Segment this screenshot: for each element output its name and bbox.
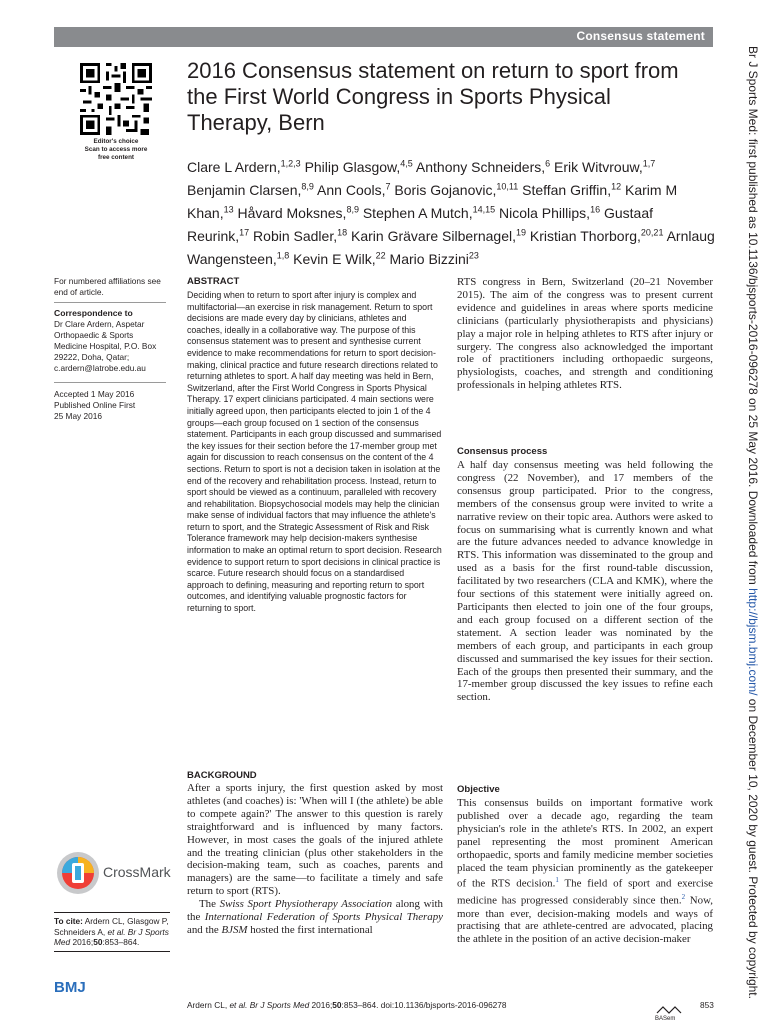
author-name-text: Clare L Ardern, [187, 158, 281, 175]
author-name [253, 228, 347, 244]
author-name-text: Karim M Khan, [187, 181, 678, 221]
affiliation-number: 19 [516, 227, 527, 238]
text-run: et al. Br J Sports Med [54, 926, 169, 947]
text-run: and the [187, 923, 222, 936]
text-run: The field of sport and exercise medicine has progressed considerably since then. [457, 878, 713, 907]
abstract-text: Deciding when to return to sport after injury is complex and multifactorial—an exercise in risk management. Return to sport decisions are made every day by clinicians, athletes and coaches, ideally in a collaborative way. The purpose of this consensus statement was to present and synthesise current evidence to make recommendations for return to sport decision-making, clinical practice and future research directions related to returning athletes to sport. A half day meeting was held in Bern, Switzerland, after the First World Congress in Sports Physical Therapy. 17 expert clinicians participated. 4 main sections were initially agreed upon, then participants elected to join 1 of the 4 groups—each group focused on 1 section of the consensus statement. Participants in each group discussed and summarised the key issues for their section before the 17-member group met again for discussion to reach consensus on the content of the 4 sections. Return to sport is not a decision taken in isolation at the end of the recovery and rehabilitation process. Instead, return to sport should be viewed as a continuum, paralleled with recovery and rehabilitation. Biopsychosocial models may help the clinician make sense of individual factors that may influence the athlete's return to sport, and the Strategic Assessment of Risk and Risk Tolerance framework may help decision-makers synthesise information to make an optimal return to sport decision. Research evidence to support return to sport decisions in clinical practice is scarce. Future research should focus on a standardised approach to defining, measuring and reporting return to sport outcomes, and identifying valuable prognostic factors for returning to sport. [187, 290, 442, 614]
affiliation-number: 22 [375, 250, 386, 261]
side-text-prefix: Br J Sports Med: first published as 10.1136/bjsports-2016-096278 on 25 May 2016. Downloaded from [746, 46, 760, 589]
text-run: Ardern CL, [187, 1000, 230, 1010]
background-paragraph-1: After a sports injury, the first question asked by most athletes (and coaches) is: 'When will I (the athlete) be able to compete again?' The answer to this question is rarely straightforward and is influenced by many factors. However, in most cases the goals of the injured athlete and the treating clinician (plus other stakeholders in the decision-making team, such as coaches, parents and managers) are the same—to facilitate a timely and safe return to sport (RTS). [187, 782, 443, 898]
consensus-process-text: A half day consensus meeting was held following the congress (22 November), and 17 members of the consensus group participated. Prior to the congress, members of the consensus group were invited to write a narrative review on their topic area. Authors were asked to focus on summarising what is currently known and what are the future advances needed to advance knowledge in RTS. This information was disseminated to the group and used as a basis for the first round-table discussion, facilitated by two researchers (CLA and KMK), where the four sections of this statement were initially agreed on. Participants then elected to join one of the four groups, and each group focused on a different section of the statement. A section leader was nominated by the members of each group, and participants in each group discussed and summarised the key issues for their section. Each of the groups then presented their summary, and the 17-member group discussed the key issues to refine each section. [457, 459, 713, 704]
affiliation-number: 20,21 [640, 227, 664, 238]
citation-heading: To cite: [54, 916, 83, 926]
author-name [305, 159, 413, 175]
article-title: 2016 Consensus statement on return to sport from the First World Congress in Sports Physical Therapy, Bern [187, 58, 679, 135]
author-name [394, 182, 518, 198]
affiliation-number: 10,11 [496, 181, 519, 192]
affiliation-number: 12 [611, 181, 622, 192]
published-label: Published Online First [54, 400, 136, 410]
text-run: hosted the first international [247, 923, 373, 936]
section-header-bar [54, 27, 713, 47]
affiliation-number: 1,8 [276, 250, 290, 261]
author-name [187, 159, 301, 175]
author-name-text: Robin Sadler, [253, 228, 338, 245]
text-run: et al. Br J Sports Med [229, 1000, 310, 1010]
author-name-text: Stephen A Mutch, [362, 204, 473, 221]
affiliation-number: 13 [223, 204, 234, 215]
affiliation-number: 4,5 [400, 158, 413, 168]
text-run: :853–864. [102, 937, 140, 947]
publication-dates [54, 389, 166, 422]
journal-name: BJSM [221, 923, 248, 936]
citation-box [54, 912, 170, 952]
accepted-date: Accepted 1 May 2016 [54, 389, 135, 399]
author-name-text: Ann Cools, [317, 181, 386, 198]
basem-label: BASem [655, 1016, 676, 1022]
consensus-process-heading: Consensus process [457, 446, 548, 457]
author-name-text: Kristian Thorborg, [529, 228, 641, 245]
abstract-heading: ABSTRACT [187, 276, 240, 287]
author-name-text: Anthony Schneiders, [415, 158, 546, 175]
affiliation-number: 17 [239, 227, 250, 238]
organization-name: Swiss Sport Physiotherapy Association [219, 898, 393, 911]
author-name [317, 182, 391, 198]
section-label: Consensus statement [576, 29, 705, 43]
author-name [522, 182, 621, 198]
text-run: Now, more than ever, decision-making models and ways of practising that are athlete-centred are advocated, placing the athlete in the position of an active decision-maker [457, 894, 713, 946]
published-date: 25 May 2016 [54, 411, 102, 421]
affiliation-number: 18 [337, 227, 348, 238]
affiliation-number: 16 [590, 204, 601, 215]
correspondence-block [54, 308, 166, 374]
intro-continuation: RTS congress in Bern, Switzerland (20–21 November 2015). The aim of the congress was to present current evidence and guidelines in areas where sports medicine clinicians (particularly physiotherapists and physicians) play a major role in helping athletes to RTS after injury or surgery. The congress also acknowledged the important role of practitioners including orthopaedic surgeons, physiologists, coaches, and strength and conditioning professionals in helping athletes RTS. [457, 276, 713, 392]
organization-name: International Federation of Sports Physical Therapy [204, 911, 443, 924]
author-name-text: Gustaaf Reurink, [187, 204, 653, 245]
text-run: 2016; [72, 937, 94, 947]
author-name [416, 159, 550, 175]
author-name-text: Philip Glasgow, [304, 158, 401, 175]
author-list [187, 154, 717, 270]
qr-caption-line: Scan to access more [84, 146, 148, 153]
bmj-logo: BMJ [54, 979, 86, 996]
qr-code-icon[interactable] [80, 63, 152, 135]
background-text [187, 782, 443, 937]
author-name-text: Mario Bizzini [389, 251, 469, 268]
text-run: along with the [187, 898, 443, 924]
author-name [187, 182, 314, 198]
affiliation-number: 7 [385, 181, 391, 192]
author-name-text: Steffan Griffin, [522, 181, 612, 198]
volume-number: 50 [332, 1000, 342, 1010]
affiliations-note: For numbered affiliations see end of article. [54, 276, 161, 297]
author-name [293, 251, 385, 267]
basem-mark-icon [655, 1006, 683, 1014]
text-run: 2016; [309, 1000, 333, 1010]
correspondence-text: Dr Clare Ardern, Aspetar Orthopaedic & Sports Medicine Hospital, P.O. Box 29222, Doha, Qatar; c.ardern@latrobe.edu.au [54, 319, 157, 373]
text-run: The [199, 898, 220, 911]
reference-link[interactable]: 2 [681, 892, 686, 901]
basem-logo [655, 1006, 683, 1022]
journal-link[interactable]: http://bjsm.bmj.com/ [746, 588, 760, 696]
divider [54, 382, 166, 383]
volume-number: 50 [93, 937, 103, 947]
objective-text [457, 797, 713, 946]
author-name-text: Erik Witvrouw, [554, 158, 643, 175]
crossmark-icon[interactable] [56, 851, 100, 895]
author-name-text: Boris Gojanovic, [394, 181, 497, 198]
affiliation-number: 14,15 [472, 204, 496, 215]
affiliation-number: 1,7 [642, 158, 656, 168]
affiliation-number: 6 [545, 158, 551, 168]
side-text-suffix: on December 10, 2020 by guest. Protected by copyright. [746, 695, 760, 999]
author-name [351, 228, 526, 244]
author-name-text: Kevin E Wilk, [293, 251, 376, 268]
text-run: This consensus builds on important formative work published over a decade ago, regarding the team physician's role in the athlete's RTS. In 2002, an expert panel representing the most prominent American orthopaedic, sports and family medicine member societies placed the team physician prominently as the gatekeeper of the RTS decision. [457, 797, 713, 891]
reference-link[interactable]: 1 [555, 876, 559, 885]
background-heading: BACKGROUND [187, 770, 257, 781]
author-name [390, 251, 479, 267]
crossmark-label[interactable]: CrossMark [103, 864, 171, 880]
affiliation-number: 1,2,3 [280, 158, 301, 168]
objective-heading: Objective [457, 784, 500, 795]
author-name [363, 205, 495, 221]
author-name [530, 228, 664, 244]
author-name-text: Karin Grävare Silbernagel, [351, 228, 516, 245]
qr-caption [74, 138, 158, 162]
side-download-notice [746, 46, 760, 999]
author-name [554, 159, 655, 175]
footer-citation [187, 1000, 507, 1010]
author-name [499, 205, 600, 221]
affiliation-number: 8,9 [346, 204, 359, 215]
author-name-text: Benjamin Clarsen, [187, 181, 302, 198]
affiliation-number: 23 [468, 250, 479, 261]
qr-caption-line: free content [97, 154, 135, 161]
correspondence-heading: Correspondence to [54, 308, 133, 318]
author-name [238, 205, 359, 221]
qr-caption-line: Editor's choice [93, 138, 139, 145]
page-number: 853 [700, 1000, 714, 1010]
text-run: Ardern CL, Glasgow P, Schneiders A, [54, 916, 169, 937]
affiliation-number: 8,9 [301, 181, 314, 192]
text-run: :853–864. doi:10.1136/bjsports-2016-096278 [341, 1000, 507, 1010]
background-paragraph-2 [187, 898, 443, 937]
author-name-text: Nicola Phillips, [499, 204, 591, 221]
author-name-text: Håvard Moksnes, [237, 204, 347, 221]
divider [54, 302, 166, 303]
author-name-text: Arnlaug Wangensteen, [187, 228, 715, 268]
